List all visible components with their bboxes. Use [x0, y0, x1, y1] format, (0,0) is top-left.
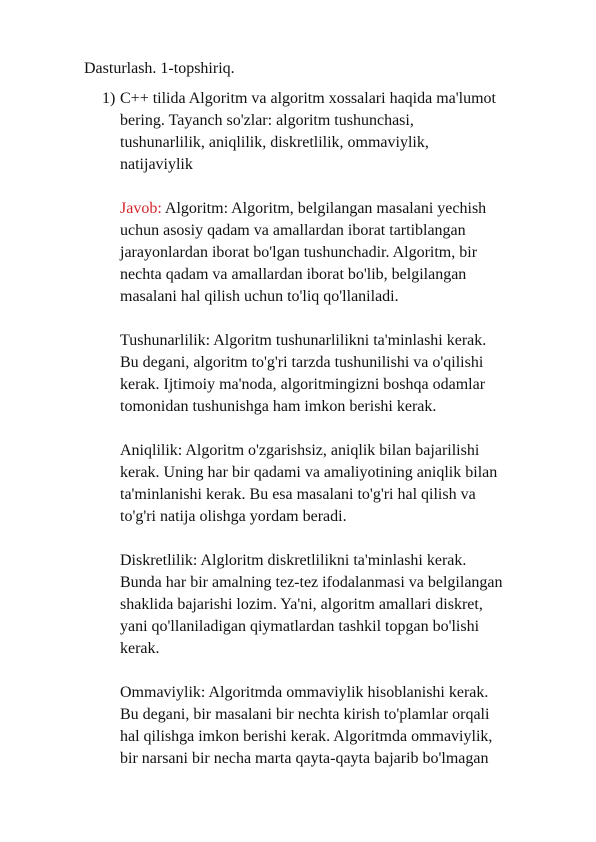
- diskretlilik-line: yani qo'llaniladigan qiymatlardan tashkil topgan bo'lishi: [120, 618, 480, 635]
- aniqlilik-line: kerak. Uning har bir qadami va amaliyotining aniqlik bilan: [120, 464, 498, 481]
- diskretlilik-line: kerak.: [120, 640, 160, 657]
- paragraph-gap: [120, 418, 560, 440]
- answer-first-line-text: Algoritm: Algoritm, belgilangan masalani yechish: [161, 200, 487, 217]
- aniqlilik-line: to'g'ri natija olishga yordam beradi.: [120, 508, 347, 525]
- tushunarlilik-line: kerak. Ijtimoiy ma'noda, algoritmingizni boshqa odamlar: [120, 376, 486, 393]
- paragraph-gap: [120, 308, 560, 330]
- question-line: natijaviylik: [120, 156, 193, 173]
- ommaviylik-line: Ommaviylik: Algoritmda ommaviylik hisoblanishi kerak.: [120, 684, 489, 701]
- answer-paragraph: [120, 198, 560, 308]
- answer-line: jarayonlardan iborat bo'lgan tushunchadir. Algoritm, bir: [120, 244, 478, 261]
- list-item-body: [120, 88, 560, 770]
- document-title: Dasturlash. 1-topshiriq.: [84, 60, 235, 77]
- question-line: tushunarlilik, aniqlilik, diskretlilik, ommaviylik,: [120, 134, 429, 151]
- tushunarlilik-paragraph: [120, 330, 560, 418]
- question-paragraph: [120, 88, 560, 176]
- diskretlilik-line: Diskretlilik: Algloritm diskretlilikni ta'minlashi kerak.: [120, 552, 467, 569]
- paragraph-gap: [120, 660, 560, 682]
- paragraph-gap: [120, 528, 560, 550]
- aniqlilik-line: ta'minlanishi kerak. Bu esa masalani to'g'ri hal qilish va: [120, 486, 476, 503]
- aniqlilik-paragraph: [120, 440, 560, 528]
- diskretlilik-line: Bunda har bir amalning tez-tez ifodalanmasi va belgilangan: [120, 574, 503, 591]
- ommaviylik-line: Bu degani, bir masalani bir nechta kirish to'plamlar orqali: [120, 706, 490, 723]
- aniqlilik-line: Aniqlilik: Algoritm o'zgarishsiz, aniqlik bilan bajarilishi: [120, 442, 480, 459]
- answer-line: nechta qadam va amallardan iborat bo'lib, belgilangan: [120, 266, 467, 283]
- diskretlilik-line: shaklida bajarishi lozim. Ya'ni, algoritm amallari diskret,: [120, 596, 483, 613]
- question-line: C++ tilida Algoritm va algoritm xossalari haqida ma'lumot: [120, 90, 496, 107]
- ommaviylik-paragraph: [120, 682, 560, 770]
- answer-line: masalani hal qilish uchun to'liq qo'llaniladi.: [120, 288, 399, 305]
- diskretlilik-paragraph: [120, 550, 560, 660]
- tushunarlilik-line: Bu degani, algoritm to'g'ri tarzda tushunilishi va o'qilishi: [120, 354, 484, 371]
- answer-line: uchun asosiy qadam va amallardan iborat tartiblangan: [120, 222, 466, 239]
- answer-label: Javob:: [120, 200, 162, 217]
- answer-first-line: [120, 198, 560, 220]
- tushunarlilik-line: tomonidan tushunishga ham imkon berishi kerak.: [120, 398, 437, 415]
- tushunarlilik-line: Tushunarlilik: Algoritm tushunarlilikni ta'minlashi kerak.: [120, 332, 487, 349]
- paragraph-gap: [120, 176, 560, 198]
- ommaviylik-line: hal qilishga imkon berishi kerak. Algoritmda ommaviylik,: [120, 728, 493, 745]
- ommaviylik-line: bir narsani bir necha marta qayta-qayta bajarib bo'lmagan: [120, 750, 489, 767]
- list-item-number: 1): [102, 90, 116, 107]
- question-line: bering. Tayanch so'zlar: algoritm tushunchasi,: [120, 112, 414, 129]
